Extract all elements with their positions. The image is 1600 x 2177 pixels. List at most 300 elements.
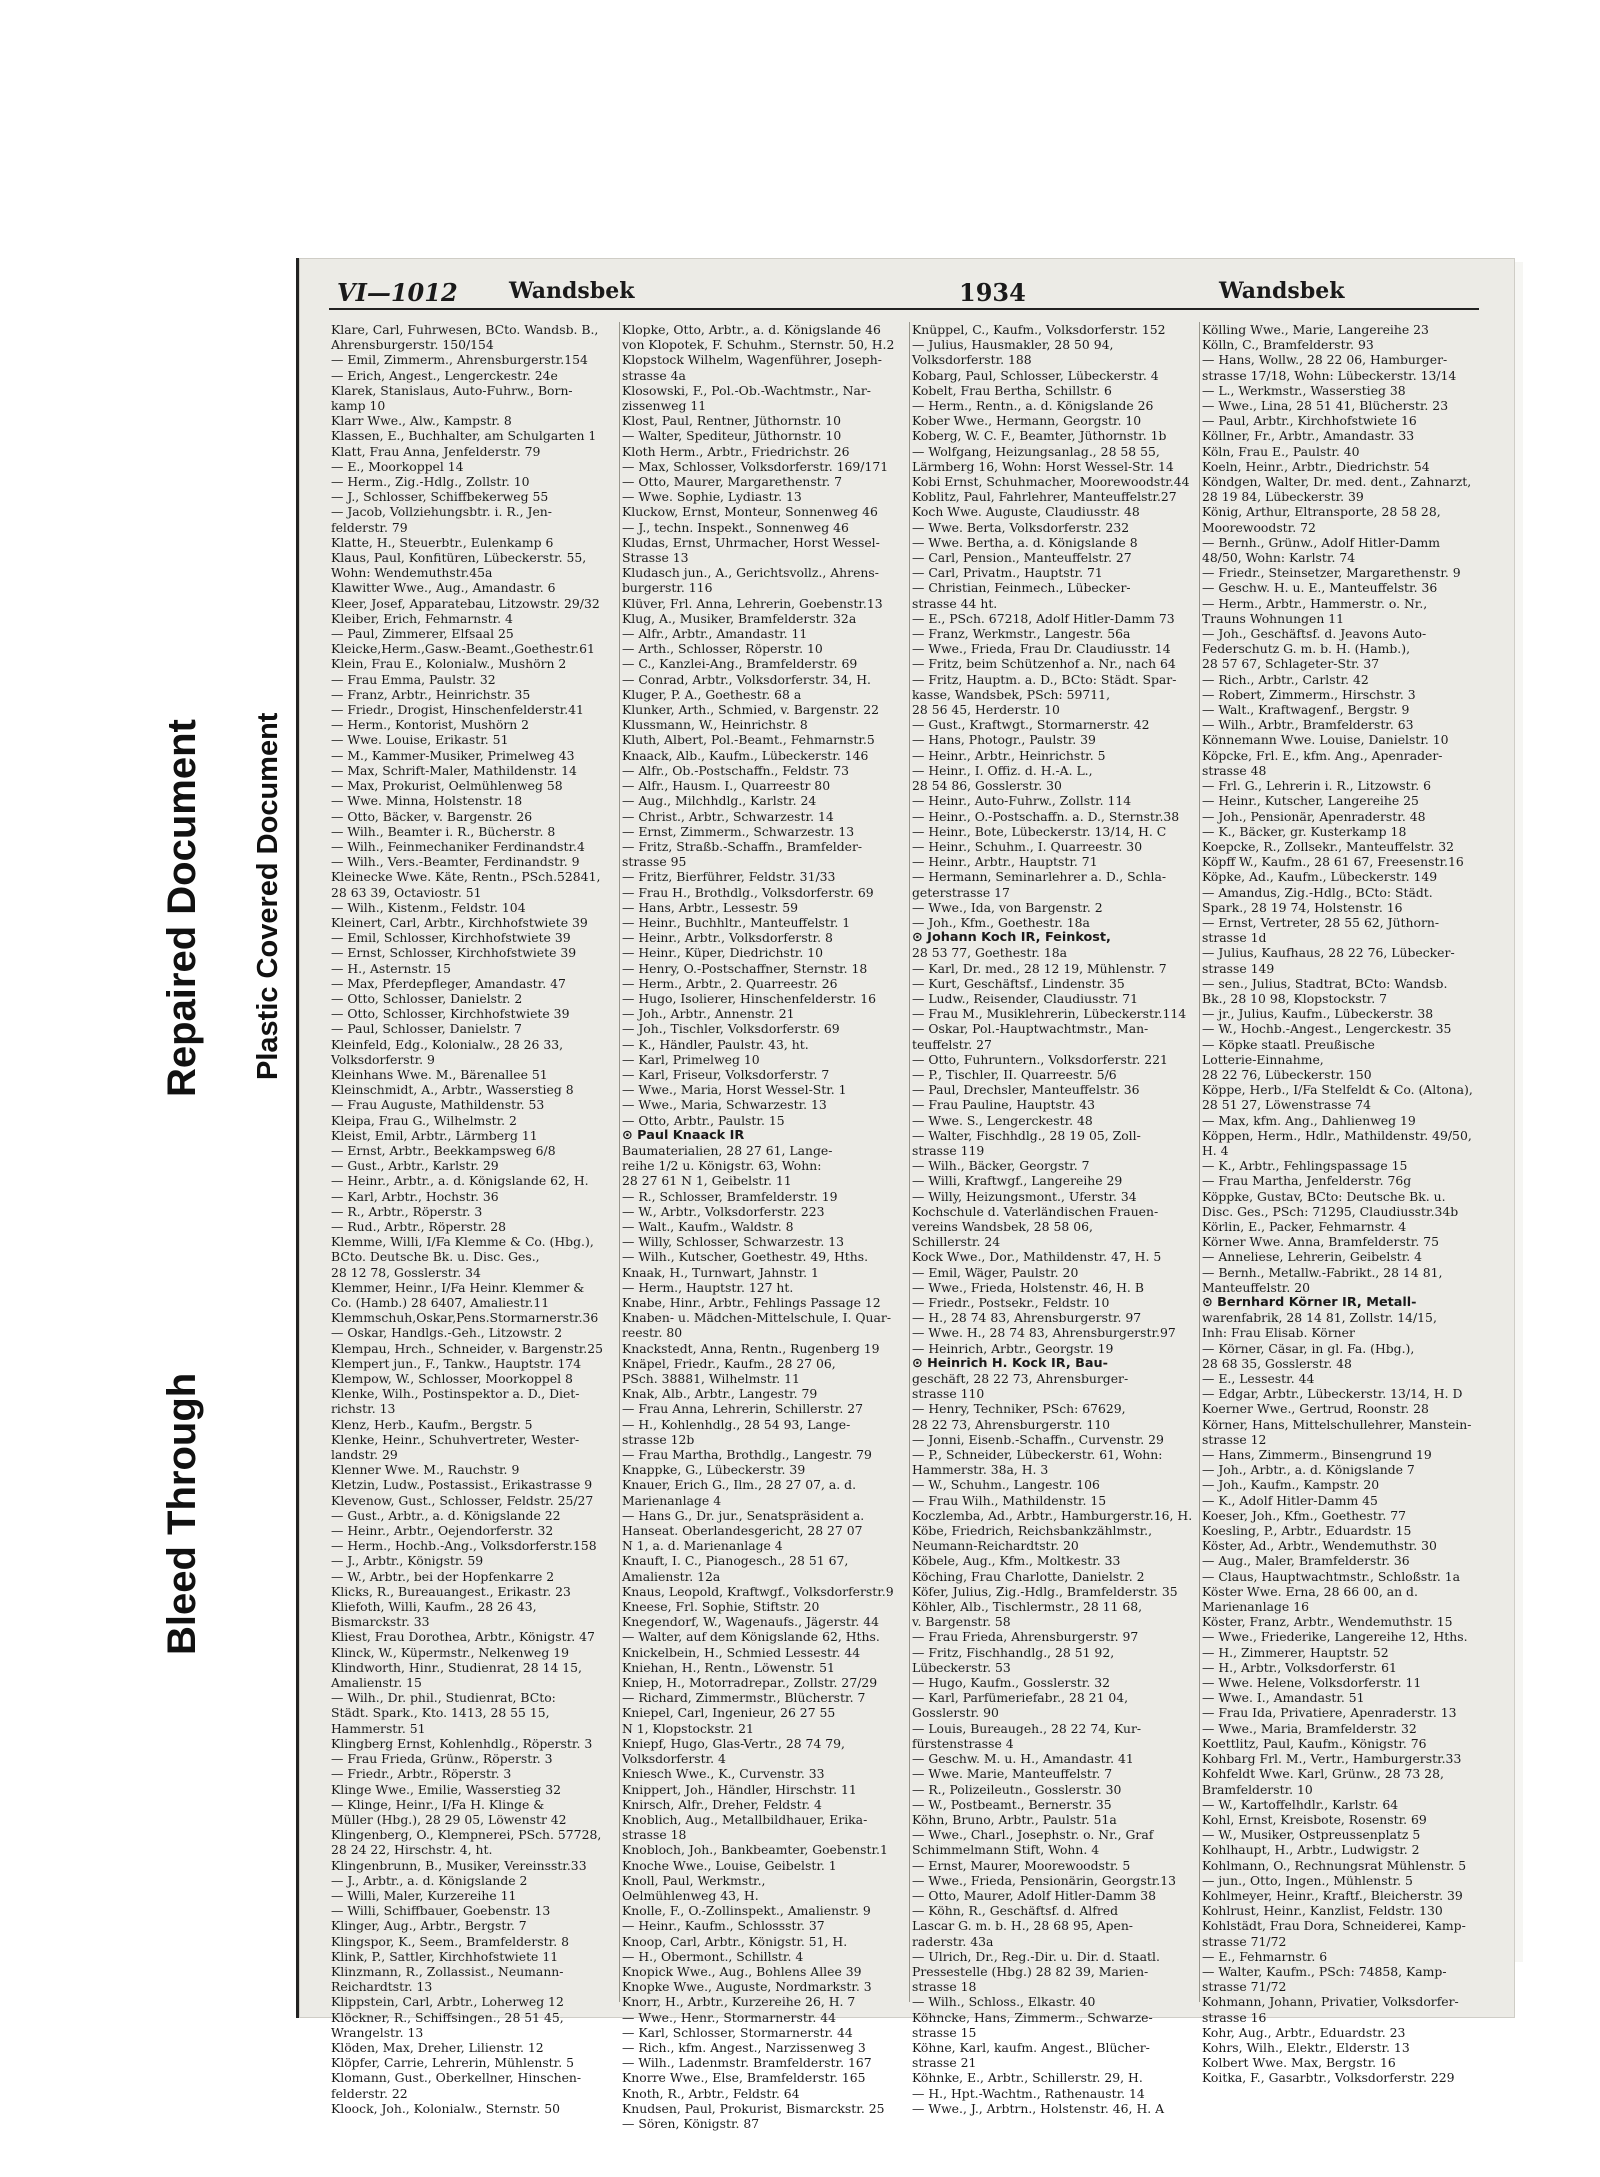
- directory-entry: — Wilh., Bäcker, Georgstr. 7: [912, 1158, 1090, 1174]
- directory-entry: Köpke, Ad., Kaufm., Lübeckerstr. 149: [1202, 869, 1438, 885]
- directory-entry: — Fritz, beim Schützenhof a. Nr., nach 64: [912, 656, 1176, 672]
- directory-entry: Knaak, H., Turnwart, Jahnstr. 1: [622, 1264, 819, 1280]
- directory-entry: Kleinhans Wwe. M., Bärenallee 51: [331, 1066, 548, 1082]
- directory-entry: Koczlemba, Ad., Arbtr., Hamburgerstr.16, H.: [912, 1507, 1193, 1523]
- directory-entry: Volksdorferstr. 188: [912, 352, 1032, 368]
- directory-entry: Hammerstr. 38a, H. 3: [912, 1462, 1049, 1478]
- directory-entry: Ahrensburgerstr. 150/154: [331, 337, 494, 353]
- directory-entry: — jun., Otto, Ingen., Mühlenstr. 5: [1202, 1872, 1413, 1888]
- directory-entry: — Wwe., Lina, 28 51 41, Blücherstr. 23: [1202, 398, 1449, 414]
- directory-entry: Koeser, Joh., Kfm., Goethestr. 77: [1202, 1507, 1407, 1523]
- directory-entry: — H., Obermont., Schillstr. 4: [622, 1948, 804, 1964]
- directory-entry: strasse 4a: [622, 367, 686, 383]
- directory-entry: Klatte, H., Steuerbtr., Eulenkamp 6: [331, 534, 554, 550]
- directory-entry: — Friedr., Steinsetzer, Margarethenstr. 9: [1202, 565, 1461, 581]
- directory-entry: — Wolfgang, Heizungsanlag., 28 58 55,: [912, 443, 1160, 459]
- directory-entry: Kobelt, Frau Bertha, Schillstr. 6: [912, 382, 1112, 398]
- directory-entry: Knappke, G., Lübeckerstr. 39: [622, 1462, 806, 1478]
- directory-entry: Klug, A., Musiker, Bramfelderstr. 32a: [622, 610, 857, 626]
- directory-entry: — R., Polizeileutn., Gosslerstr. 30: [912, 1781, 1122, 1797]
- directory-entry: Klemmer, Heinr., I/Fa Heinr. Klemmer &: [331, 1279, 585, 1295]
- directory-entry: 28 53 77, Goethestr. 18a: [912, 945, 1067, 961]
- directory-entry: Köhler, Alb., Tischlermstr., 28 11 68,: [912, 1599, 1143, 1615]
- directory-entry: Städt. Spark., Kto. 1413, 28 55 15,: [331, 1705, 550, 1721]
- directory-entry: — Otto, Schlosser, Kirchhofstwiete 39: [331, 1006, 570, 1022]
- directory-entry: — Geschw. M. u. H., Amandastr. 41: [912, 1751, 1134, 1767]
- directory-entry: Knauft, I. C., Pianogesch., 28 51 67,: [622, 1553, 849, 1569]
- directory-entry: — W., Hochb.-Angest., Lengerckestr. 35: [1202, 1021, 1452, 1037]
- directory-entry: — Ernst, Maurer, Moorewoodstr. 5: [912, 1857, 1131, 1873]
- directory-entry: strasse 17/18, Wohn: Lübeckerstr. 13/14: [1202, 367, 1457, 383]
- directory-entry: — Anneliese, Lehrerin, Geibelstr. 4: [1202, 1249, 1423, 1265]
- directory-entry: — Klinge, Heinr., I/Fa H. Klinge &: [331, 1796, 545, 1812]
- directory-entry: — Friedr., Drogist, Hinschenfelderstr.41: [331, 702, 584, 718]
- directory-entry: — Karl, Parfümeriefabr., 28 21 04,: [912, 1690, 1129, 1706]
- directory-entry: Köhne, Karl, kaufm. Angest., Blücher-: [912, 2039, 1150, 2055]
- directory-entry: — Wwe., Henr., Stormarnerstr. 44: [622, 2009, 837, 2025]
- directory-entry: strasse 71/72: [1202, 1979, 1287, 1995]
- directory-entry: — M., Kammer-Musiker, Primelweg 43: [331, 747, 575, 763]
- directory-entry: — Karl, Schlosser, Stormarnerstr. 44: [622, 2024, 853, 2040]
- directory-entry: kasse, Wandsbek, PSch: 59711,: [912, 686, 1111, 702]
- directory-entry: Knobloch, Joh., Bankbeamter, Goebenstr.1: [622, 1842, 888, 1858]
- directory-entry: felderstr. 79: [331, 519, 408, 535]
- directory-entry: reihe 1/2 u. Königstr. 63, Wohn:: [622, 1158, 822, 1174]
- directory-entry: — E., Lessestr. 44: [1202, 1371, 1315, 1387]
- directory-entry: Kohlhaupt, H., Arbtr., Ludwigstr. 2: [1202, 1842, 1420, 1858]
- directory-entry: zissenweg 11: [622, 398, 707, 414]
- directory-entry: Kluckow, Ernst, Monteur, Sonnenweg 46: [622, 504, 878, 520]
- directory-entry: Knoche Wwe., Louise, Geibelstr. 1: [622, 1857, 837, 1873]
- directory-entry: — Frau Martha, Brothdlg., Langestr. 79: [622, 1447, 872, 1463]
- directory-entry: Klingenbrunn, B., Musiker, Vereinsstr.33: [331, 1857, 587, 1873]
- directory-entry: — Alfr., Hausm. I., Quarreestr 80: [622, 778, 831, 794]
- directory-entry: Knauer, Erich G., Ilm., 28 27 07, a. d.: [622, 1477, 857, 1493]
- directory-entry: strasse 18: [622, 1827, 687, 1843]
- directory-entry: Knopke Wwe., Auguste, Nordmarkstr. 3: [622, 1979, 872, 1995]
- directory-entry: Kleinschmidt, A., Arbtr., Wasserstieg 8: [331, 1082, 574, 1098]
- directory-entry: Koblitz, Paul, Fahrlehrer, Manteuffelstr.27: [912, 489, 1177, 505]
- directory-entry: — Gust., Arbtr., a. d. Königslande 22: [331, 1507, 561, 1523]
- directory-entry: 28 24 22, Hirschstr. 4, ht.: [331, 1842, 493, 1858]
- directory-entry: Kloth Herm., Arbtr., Friedrichstr. 26: [622, 443, 850, 459]
- directory-entry: Kohl, Ernst, Kreisbote, Rosenstr. 69: [1202, 1811, 1427, 1827]
- directory-entry: — Frau Wilh., Mathildenstr. 15: [912, 1492, 1107, 1508]
- directory-entry: warenfabrik, 28 14 81, Zollstr. 14/15,: [1202, 1310, 1437, 1326]
- directory-entry: Kohlstädt, Frau Dora, Schneiderei, Kamp-: [1202, 1918, 1466, 1934]
- directory-entry: Hanseat. Oberlandesgericht, 28 27 07: [622, 1523, 863, 1539]
- directory-entry: — Fritz, Hauptm. a. D., BCto: Städt. Spar-: [912, 671, 1177, 687]
- header-left-title: Wandsbek: [509, 278, 635, 304]
- directory-entry: — Oskar, Handlgs.-Geh., Litzowstr. 2: [331, 1325, 563, 1341]
- directory-entry: — Max, kfm. Ang., Dahlienweg 19: [1202, 1112, 1416, 1128]
- directory-entry: — Carl, Privatm., Hauptstr. 71: [912, 565, 1103, 581]
- directory-entry: — Aug., Maler, Bramfelderstr. 36: [1202, 1553, 1410, 1569]
- directory-entry: Knegendorf, W., Wagenaufs., Jägerstr. 44: [622, 1614, 880, 1630]
- directory-entry: N 1, a. d. Marienanlage 4: [622, 1538, 783, 1554]
- directory-entry: — Wwe. Louise, Erikastr. 51: [331, 732, 509, 748]
- directory-entry: fürstenstrasse 4: [912, 1735, 1014, 1751]
- directory-entry: — Walt., Kaufm., Waldstr. 8: [622, 1218, 794, 1234]
- directory-entry: 28 63 39, Octaviostr. 51: [331, 884, 482, 900]
- directory-entry: — K., Arbtr., Fehlingspassage 15: [1202, 1158, 1408, 1174]
- directory-entry: Knoop, Carl, Arbtr., Königstr. 51, H.: [622, 1933, 848, 1949]
- directory-entry: — Otto, Maurer, Adolf Hitler-Damm 38: [912, 1887, 1157, 1903]
- directory-entry: N 1, Klopstockstr. 21: [622, 1720, 754, 1736]
- directory-entry: Koeln, Heinr., Arbtr., Diedrichstr. 54: [1202, 458, 1430, 474]
- directory-entry: Kleinert, Carl, Arbtr., Kirchhofstwiete 39: [331, 914, 588, 930]
- directory-entry: — E., Fehmarnstr. 6: [1202, 1948, 1328, 1964]
- directory-entry: Wrangelstr. 13: [331, 2024, 424, 2040]
- directory-entry: — Wilh., Feinmechaniker Ferdinandstr.4: [331, 838, 585, 854]
- directory-entry: Kohbarg Frl. M., Vertr., Hamburgerstr.33: [1202, 1751, 1462, 1767]
- directory-entry: — Alfr., Ob.-Postschaffn., Feldstr. 73: [622, 762, 850, 778]
- directory-entry: Kletzin, Ludw., Postassist., Erikastrasse 9: [331, 1477, 593, 1493]
- directory-entry: — Claus, Hauptwachtmstr., Schloßstr. 1a: [1202, 1568, 1460, 1584]
- directory-entry: — Wwe., Charl., Josephstr. o. Nr., Graf: [912, 1827, 1154, 1843]
- directory-entry: — Emil, Schlosser, Kirchhofstwiete 39: [331, 930, 571, 946]
- directory-entry: — Paul, Drechsler, Manteuffelstr. 36: [912, 1082, 1140, 1098]
- directory-entry: — Heinr., Arbtr., a. d. Königslande 62, H.: [331, 1173, 589, 1189]
- directory-entry: Klingberg Ernst, Kohlenhdlg., Röperstr. 3: [331, 1735, 593, 1751]
- directory-entry: — Heinr., O.-Postschaffn. a. D., Sternstr.38: [912, 808, 1180, 824]
- directory-entry: strasse 48: [1202, 762, 1267, 778]
- directory-entry: Kludas, Ernst, Uhrmacher, Horst Wessel-: [622, 534, 880, 550]
- directory-entry: Knoth, R., Arbtr., Feldstr. 64: [622, 2085, 800, 2101]
- directory-entry: Klarr Wwe., Alw., Kampstr. 8: [331, 413, 512, 429]
- directory-entry: Klöckner, R., Schiffsingen., 28 51 45,: [331, 2009, 564, 2025]
- directory-entry: — Hugo, Isolierer, Hinschenfelderstr. 16: [622, 990, 876, 1006]
- directory-entry: Klein, Frau E., Kolonialw., Mushörn 2: [331, 656, 567, 672]
- directory-entry: — Louis, Bureaugeh., 28 22 74, Kur-: [912, 1720, 1142, 1736]
- directory-entry: — Aug., Milchhdlg., Karlstr. 24: [622, 793, 817, 809]
- directory-entry: Klicks, R., Bureauangest., Erikastr. 23: [331, 1583, 571, 1599]
- directory-entry: — W., Kartoffelhdlr., Karlstr. 64: [1202, 1796, 1399, 1812]
- directory-entry: — Wwe., Maria, Schwarzestr. 13: [622, 1097, 827, 1113]
- directory-entry: — Robert, Zimmerm., Hirschstr. 3: [1202, 686, 1416, 702]
- directory-entry: — Willi, Maler, Kurzereihe 11: [331, 1887, 517, 1903]
- directory-entry: Knabe, Hinr., Arbtr., Fehlings Passage 12: [622, 1295, 881, 1310]
- directory-entry: Klingenberg, O., Klempnerei, PSch. 57728,: [331, 1827, 602, 1843]
- directory-entry: — W., Schuhm., Langestr. 106: [912, 1477, 1100, 1493]
- header-year: 1934: [959, 278, 1026, 307]
- directory-entry: — Joh., Pensionär, Apenraderstr. 48: [1202, 808, 1426, 824]
- directory-entry: — Friedr., Postsekr., Feldstr. 10: [912, 1295, 1110, 1310]
- directory-entry: — Ludw., Reisender, Claudiusstr. 71: [912, 990, 1139, 1006]
- directory-entry: — Max, Prokurist, Oelmühlenweg 58: [331, 778, 563, 794]
- directory-entry: Wohn: Wendemuthstr.45a: [331, 565, 493, 581]
- directory-entry: — K., Bäcker, gr. Kusterkamp 18: [1202, 823, 1407, 839]
- directory-entry: Knackstedt, Anna, Rentn., Rugenberg 19: [622, 1340, 880, 1356]
- directory-entry: Spark., 28 19 74, Holstenstr. 16: [1202, 899, 1403, 915]
- directory-entry: — Wwe. Berta, Volksdorferstr. 232: [912, 519, 1130, 535]
- directory-entry: — Herm., Arbtr., Hammerstr. o. Nr.,: [1202, 595, 1428, 611]
- directory-entry: Bk., 28 10 98, Klopstockstr. 7: [1202, 990, 1387, 1006]
- bleed-through-label: Bleed Through: [160, 1372, 204, 1655]
- directory-entry: — Gust., Kraftwgt., Stormarnerstr. 42: [912, 717, 1150, 733]
- page-number: VI—1012: [337, 278, 458, 307]
- directory-entry: 28 22 76, Lübeckerstr. 150: [1202, 1066, 1372, 1082]
- directory-entry: — Ernst, Vertreter, 28 55 62, Jüthorn-: [1202, 914, 1440, 930]
- directory-entry: Schimmelmann Stift, Wohn. 4: [912, 1842, 1100, 1858]
- directory-entry: Köllner, Fr., Arbtr., Amandastr. 33: [1202, 428, 1415, 444]
- directory-entry: — Wwe. I., Amandastr. 51: [1202, 1690, 1365, 1706]
- directory-entry: — Paul, Zimmerer, Elfsaal 25: [331, 626, 514, 642]
- directory-entry: — Wilh., Arbtr., Bramfelderstr. 63: [1202, 717, 1414, 733]
- directory-entry: Knaus, Leopold, Kraftwgf., Volksdorferstr.9: [622, 1583, 894, 1599]
- directory-entry: — Heinr., Arbtr., Volksdorferstr. 8: [622, 930, 833, 946]
- directory-entry: — J., Arbtr., Königstr. 59: [331, 1553, 484, 1569]
- directory-entry: — Otto, Bäcker, v. Bargenstr. 26: [331, 808, 533, 824]
- directory-entry: Klomann, Gust., Oberkellner, Hinschen-: [331, 2070, 582, 2086]
- directory-entry: — Frau M., Musiklehrerin, Lübeckerstr.114: [912, 1006, 1187, 1022]
- directory-entry: Kölln, C., Bramfelderstr. 93: [1202, 337, 1374, 353]
- directory-entry: teuffelstr. 27: [912, 1036, 992, 1052]
- directory-entry: — Paul, Schlosser, Danielstr. 7: [331, 1021, 522, 1037]
- directory-entry: Kölling Wwe., Marie, Langereihe 23: [1202, 322, 1429, 337]
- directory-entry: — Herm., Zig.-Hdlg., Zollstr. 10: [331, 474, 530, 490]
- directory-entry: — Herm., Arbtr., 2. Quarreestr. 26: [622, 975, 838, 991]
- directory-entry: Körner, Hans, Mittelschullehrer, Manstein-: [1202, 1416, 1472, 1432]
- directory-entry: — Joh., Geschäftsf. d. Jeavons Auto-: [1202, 626, 1427, 642]
- directory-entry: Knüppel, C., Kaufm., Volksdorferstr. 152: [912, 322, 1166, 337]
- directory-entry: ⊙ Bernhard Körner IR, Metall-: [1202, 1295, 1417, 1310]
- directory-entry: Klinge Wwe., Emilie, Wasserstieg 32: [331, 1781, 562, 1797]
- directory-entry: Klopke, Otto, Arbtr., a. d. Königslande 46: [622, 322, 881, 337]
- directory-entry: Klenke, Heinr., Schuhvertreter, Wester-: [331, 1431, 580, 1447]
- directory-entry: Knorr, H., Arbtr., Kurzereihe 26, H. 7: [622, 1994, 856, 2010]
- directory-entry: Klempow, W., Schlosser, Moorkoppel 8: [331, 1371, 573, 1387]
- directory-entry: — Walter, Kaufm., PSch: 74858, Kamp-: [1202, 1963, 1447, 1979]
- directory-entry: — Karl, Friseur, Volksdorferstr. 7: [622, 1066, 830, 1082]
- directory-entry: — Joh., Kfm., Goethestr. 18a: [912, 914, 1090, 930]
- directory-entry: — Wilh., Beamter i. R., Bücherstr. 8: [331, 823, 556, 839]
- directory-entry: Baumaterialien, 28 27 61, Lange-: [622, 1142, 833, 1158]
- directory-entry: Pressestelle (Hbg.) 28 82 39, Marien-: [912, 1963, 1149, 1979]
- directory-entry: — Henry, Techniker, PSch: 67629,: [912, 1401, 1126, 1417]
- directory-entry: Schillerstr. 24: [912, 1234, 1001, 1250]
- directory-entry: Amalienstr. 12a: [622, 1568, 721, 1584]
- directory-entry: 28 56 45, Herderstr. 10: [912, 702, 1060, 718]
- directory-entry: Knak, Alb., Arbtr., Langestr. 79: [622, 1386, 818, 1402]
- directory-entry: — Otto, Schlosser, Danielstr. 2: [331, 990, 523, 1006]
- directory-entry: — Wilh., Kistenm., Feldstr. 104: [331, 899, 526, 915]
- directory-entry: Kobi Ernst, Schuhmacher, Moorewoodstr.44: [912, 474, 1190, 490]
- directory-entry: — sen., Julius, Stadtrat, BCto: Wandsb.: [1202, 975, 1448, 991]
- directory-entry: — Hans, Wollw., 28 22 06, Hamburger-: [1202, 352, 1448, 368]
- directory-entry: — C., Kanzlei-Ang., Bramfelderstr. 69: [622, 656, 858, 672]
- directory-entry: Kluger, P. A., Goethestr. 68 a: [622, 686, 802, 702]
- directory-entry: — P., Tischler, II. Quarreestr. 5/6: [912, 1066, 1117, 1082]
- directory-entry: Kludasch jun., A., Gerichtsvollz., Ahrens-: [622, 565, 879, 581]
- directory-entry: richstr. 13: [331, 1401, 396, 1417]
- directory-entry: — Frau Pauline, Hauptstr. 43: [912, 1097, 1096, 1113]
- directory-entry: Volksdorferstr. 4: [622, 1751, 726, 1767]
- directory-entry: strasse 18: [912, 1979, 977, 1995]
- page-header: [329, 276, 1479, 316]
- directory-entry: — Emil, Zimmerm., Ahrensburgerstr.154: [331, 352, 588, 368]
- directory-entry: Knirsch, Alfr., Dreher, Feldstr. 4: [622, 1796, 822, 1812]
- directory-entry: Marienanlage 4: [622, 1492, 722, 1508]
- directory-entry: — Frau Martha, Jenfelderstr. 76g: [1202, 1173, 1412, 1189]
- directory-entry: Klempert jun., F., Tankw., Hauptstr. 174: [331, 1355, 582, 1371]
- directory-entry: Klosowski, F., Pol.-Ob.-Wachtmstr., Nar-: [622, 382, 871, 398]
- directory-entry: strasse 1d: [1202, 930, 1267, 946]
- directory-entry: Köster Wwe. Erna, 28 66 00, an d.: [1202, 1583, 1418, 1599]
- directory-entry: Knickelbein, H., Schmied Lessestr. 44: [622, 1644, 861, 1660]
- directory-entry: — J., techn. Inspekt., Sonnenweg 46: [622, 519, 849, 535]
- directory-entry: — Rich., Arbtr., Carlstr. 42: [1202, 671, 1369, 687]
- directory-entry: — Frau Ida, Privatiere, Apenraderstr. 13: [1202, 1705, 1457, 1721]
- directory-entry: — Christ., Arbtr., Schwarzestr. 14: [622, 808, 834, 824]
- directory-entry: — E., Moorkoppel 14: [331, 458, 464, 474]
- directory-entry: Knäpel, Friedr., Kaufm., 28 27 06,: [622, 1355, 836, 1371]
- directory-entry: — Frau H., Brothdlg., Volksdorferstr. 69: [622, 884, 874, 900]
- directory-entry: Köhncke, Hans, Zimmerm., Schwarze-: [912, 2009, 1153, 2025]
- header-right-title: Wandsbek: [1219, 278, 1345, 304]
- directory-entry: — Willi, Schiffbauer, Goebenstr. 13: [331, 1903, 551, 1919]
- directory-entry: — Wwe., Frieda, Frau Dr. Claudiusstr. 14: [912, 641, 1171, 657]
- directory-entry: Klingspor, K., Seem., Bramfelderstr. 8: [331, 1933, 569, 1949]
- directory-entry: raderstr. 43a: [912, 1933, 994, 1949]
- directory-entry: Koitka, F., Gasarbtr., Volksdorferstr. 229: [1202, 2070, 1455, 2086]
- directory-entry: Knaben- u. Mädchen-Mittelschule, I. Quar-: [622, 1310, 892, 1326]
- directory-entry: — E., PSch. 67218, Adolf Hitler-Damm 73: [912, 610, 1175, 626]
- directory-entry: — Ernst, Schlosser, Kirchhofstwiete 39: [331, 945, 577, 961]
- directory-entry: Klaus, Paul, Konfitüren, Lübeckerstr. 55,: [331, 550, 587, 566]
- directory-entry: Knorre Wwe., Else, Bramfelderstr. 165: [622, 2070, 866, 2086]
- directory-entry: Kohfeldt Wwe. Karl, Grünw., 28 73 28,: [1202, 1766, 1444, 1782]
- directory-entry: strasse 44 ht.: [912, 595, 998, 611]
- directory-entry: BCto. Deutsche Bk. u. Disc. Ges.,: [331, 1249, 540, 1265]
- directory-entry: — Wwe., J., Arbtrn., Holstenstr. 46, H. A: [912, 2100, 1165, 2116]
- directory-entry: Koepcke, R., Zollsekr., Manteuffelstr. 32: [1202, 838, 1455, 854]
- directory-entry: — Wwe. Minna, Holstenstr. 18: [331, 793, 523, 809]
- directory-entry: — Köhn, R., Geschäftsf. d. Alfred: [912, 1903, 1119, 1919]
- directory-entry: Köppen, Herm., Hdlr., Mathildenstr. 49/50,: [1202, 1127, 1472, 1143]
- directory-entry: — Otto, Fuhruntern., Volksdorferstr. 221: [912, 1051, 1168, 1067]
- directory-entry: — J., Schlosser, Schiffbekerweg 55: [331, 489, 549, 505]
- directory-entry: von Klopotek, F. Schuhm., Sternstr. 50, H.2: [622, 337, 895, 353]
- listing-column-2: [619, 322, 905, 2131]
- directory-entry: Kniesch Wwe., K., Curvenstr. 33: [622, 1766, 825, 1782]
- directory-entry: — Wwe. Sophie, Lydiastr. 13: [622, 489, 802, 505]
- directory-entry: — Wwe. S., Lengerckestr. 48: [912, 1112, 1093, 1128]
- directory-entry: — Heinr., Arbtr., Hauptstr. 71: [912, 854, 1098, 870]
- directory-entry: burgerstr. 116: [622, 580, 713, 596]
- directory-entry: — Geschw. H. u. E., Manteuffelstr. 36: [1202, 580, 1438, 596]
- directory-entry: Klindworth, Hinr., Studienrat, 28 14 15,: [331, 1659, 582, 1675]
- directory-entry: Kniehan, H., Rentn., Löwenstr. 51: [622, 1659, 835, 1675]
- directory-entry: — Frau Emma, Paulstr. 32: [331, 671, 496, 687]
- directory-entry: strasse 110: [912, 1386, 985, 1402]
- directory-entry: — Herm., Hauptstr. 127 ht.: [622, 1279, 794, 1295]
- directory-entry: — R., Arbtr., Röperstr. 3: [331, 1203, 483, 1219]
- directory-entry: — Hans G., Dr. jur., Senatspräsident a.: [622, 1507, 865, 1523]
- directory-entry: — Alfr., Arbtr., Amandastr. 11: [622, 626, 808, 642]
- directory-entry: strasse 95: [622, 854, 687, 870]
- directory-entry: Trauns Wohnungen 11: [1202, 610, 1345, 626]
- directory-entry: Kohlmann, O., Rechnungsrat Mühlenstr. 5: [1202, 1857, 1467, 1873]
- listing-column-3: [909, 322, 1195, 2116]
- directory-entry: Koch Wwe. Auguste, Claudiusstr. 48: [912, 504, 1140, 520]
- directory-entry: strasse 149: [1202, 960, 1275, 976]
- directory-entry: Köndgen, Walter, Dr. med. dent., Zahnarzt,: [1202, 474, 1472, 490]
- directory-entry: Kniepel, Carl, Ingenieur, 26 27 55: [622, 1705, 836, 1721]
- directory-entry: — Wilh., Ladenmstr. Bramfelderstr. 167: [622, 2055, 872, 2071]
- directory-entry: — K., Händler, Paulstr. 43, ht.: [622, 1036, 809, 1052]
- directory-entry: — Hans, Arbtr., Lessestr. 59: [622, 899, 799, 915]
- directory-entry: Oelmühlenweg 43, H.: [622, 1887, 759, 1903]
- directory-entry: Klawitter Wwe., Aug., Amandastr. 6: [331, 580, 556, 596]
- directory-entry: landstr. 29: [331, 1447, 398, 1463]
- directory-entry: Lotterie-Einnahme,: [1202, 1051, 1324, 1067]
- directory-entry: Kliest, Frau Dorothea, Arbtr., Königstr. 47: [331, 1629, 595, 1645]
- directory-entry: Klost, Paul, Rentner, Jüthornstr. 10: [622, 413, 842, 429]
- directory-entry: — Edgar, Arbtr., Lübeckerstr. 13/14, H. D: [1202, 1386, 1463, 1402]
- directory-entry: Klussmann, W., Heinrichstr. 8: [622, 717, 808, 733]
- directory-entry: — Wwe. H., 28 74 83, Ahrensburgerstr.97: [912, 1325, 1176, 1341]
- directory-entry: — Herm., Hochb.-Ang., Volksdorferstr.158: [331, 1538, 597, 1554]
- directory-entry: Klippstein, Carl, Arbtr., Loherweg 12: [331, 1994, 564, 2010]
- directory-entry: Koesling, P., Arbtr., Eduardstr. 15: [1202, 1523, 1412, 1539]
- directory-entry: strasse 21: [912, 2055, 977, 2071]
- directory-entry: — Fritz, Fischhandlg., 28 51 92,: [912, 1644, 1115, 1660]
- directory-entry: — Heinr., Bote, Lübeckerstr. 13/14, H. C: [912, 823, 1167, 839]
- directory-entry: Reichardtstr. 13: [331, 1979, 433, 1995]
- directory-entry: — Otto, Arbtr., Paulstr. 15: [622, 1112, 785, 1128]
- directory-entry: Kobarg, Paul, Schlosser, Lübeckerstr. 4: [912, 367, 1159, 383]
- listing-column-4: [1199, 322, 1485, 2086]
- directory-entry: Bramfelderstr. 10: [1202, 1781, 1313, 1797]
- directory-entry: Könnemann Wwe. Louise, Danielstr. 10: [1202, 732, 1449, 748]
- directory-entry: — Hermann, Seminarlehrer a. D., Schla-: [912, 869, 1167, 885]
- directory-entry: Köln, Frau E., Paulstr. 40: [1202, 443, 1360, 459]
- directory-entry: Köpff W., Kaufm., 28 61 67, Freesenstr.16: [1202, 854, 1464, 870]
- directory-entry: — Frau Auguste, Mathildenstr. 53: [331, 1097, 545, 1113]
- directory-entry: — R., Schlosser, Bramfelderstr. 19: [622, 1188, 838, 1204]
- directory-entry: Köbele, Aug., Kfm., Moltkestr. 33: [912, 1553, 1121, 1569]
- directory-entry: Klunker, Arth., Schmied, v. Bargenstr. 22: [622, 702, 879, 718]
- directory-entry: geschäft, 28 22 73, Ahrensburger-: [912, 1371, 1129, 1387]
- directory-entry: — Walter, auf dem Königslande 62, Hths.: [622, 1629, 880, 1645]
- directory-entry: — J., Arbtr., a. d. Königslande 2: [331, 1872, 528, 1888]
- directory-entry: Manteuffelstr. 20: [1202, 1279, 1310, 1295]
- directory-entry: — Wwe., Maria, Horst Wessel-Str. 1: [622, 1082, 847, 1098]
- directory-entry: strasse 119: [912, 1142, 985, 1158]
- directory-entry: — W., Arbtr., bei der Hopfenkarre 2: [331, 1568, 555, 1584]
- directory-entry: — H., Kohlenhdlg., 28 54 93, Lange-: [622, 1416, 851, 1432]
- listing-column-1: [329, 322, 614, 2116]
- directory-entry: — Conrad, Arbtr., Volksdorferstr. 34, H.: [622, 671, 871, 687]
- directory-entry: Kliefoth, Willi, Kaufm., 28 26 43,: [331, 1599, 537, 1615]
- directory-entry: — Joh., Kaufm., Kampstr. 20: [1202, 1477, 1380, 1493]
- directory-entry: — Wwe., Ida, von Bargenstr. 2: [912, 899, 1103, 915]
- directory-entry: 28 27 61 N 1, Geibelstr. 11: [622, 1173, 792, 1189]
- directory-entry: ⊙ Paul Knaack IR: [622, 1127, 745, 1143]
- directory-entry: Knolle, F., O.-Zollinspekt., Amalienstr. 9: [622, 1903, 871, 1919]
- directory-entry: Hammerstr. 51: [331, 1720, 426, 1736]
- directory-entry: Kleinecke Wwe. Käte, Rentn., PSch.52841,: [331, 869, 601, 885]
- directory-entry: — Frau Frieda, Grünw., Röperstr. 3: [331, 1751, 553, 1767]
- directory-entry: Klarek, Stanislaus, Auto-Fuhrw., Born-: [331, 382, 573, 398]
- directory-entry: 28 54 86, Gosslerstr. 30: [912, 778, 1062, 794]
- directory-entry: — Fritz, Bierführer, Feldstr. 31/33: [622, 869, 836, 885]
- directory-entry: kamp 10: [331, 398, 386, 414]
- directory-entry: — Jonni, Eisenb.-Schaffn., Curvenstr. 29: [912, 1431, 1164, 1447]
- directory-entry: — Max, Pferdepfleger, Amandastr. 47: [331, 975, 566, 991]
- directory-entry: — Willi, Kraftwgf., Langereihe 29: [912, 1173, 1123, 1189]
